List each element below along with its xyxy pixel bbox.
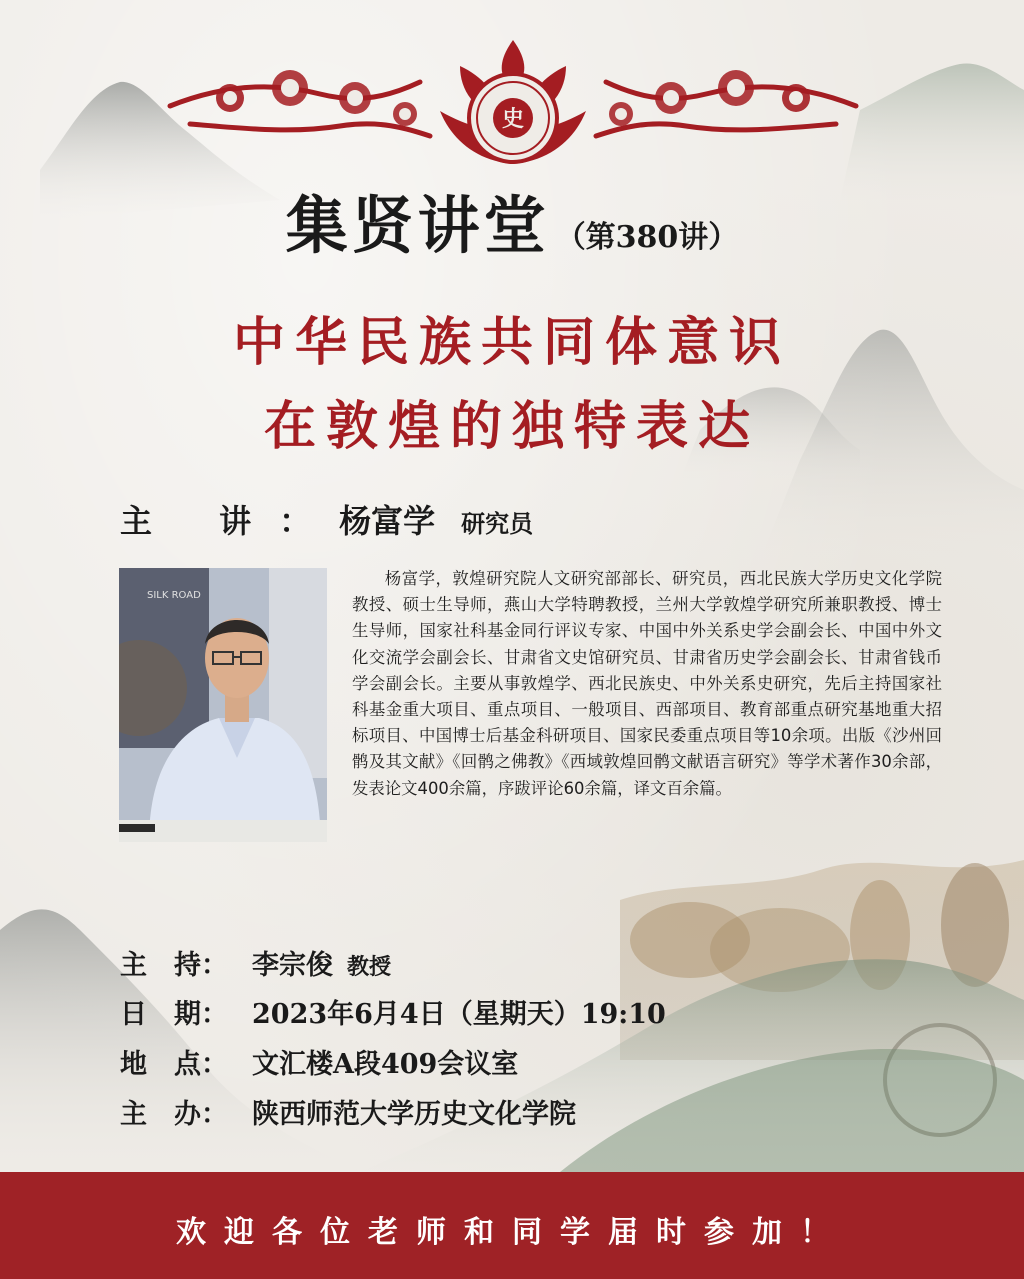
host-label: 主 持： bbox=[120, 950, 228, 981]
organizer-label: 主 办： bbox=[120, 1099, 228, 1130]
date-row bbox=[120, 992, 666, 1031]
speaker-name: 杨富学 bbox=[339, 502, 436, 540]
photo-banner-text: SILK ROAD bbox=[147, 590, 201, 601]
speaker-row bbox=[120, 496, 533, 542]
speaker-photo bbox=[119, 568, 327, 842]
host-name: 李宗俊 bbox=[252, 950, 333, 981]
organizer-row bbox=[120, 1092, 576, 1131]
organizer-value: 陕西师范大学历史文化学院 bbox=[252, 1099, 576, 1130]
lecture-number: （第380讲） bbox=[555, 220, 739, 255]
host-row bbox=[120, 943, 391, 982]
lecture-subject-line-2: 在敦煌的独特表达 bbox=[263, 396, 760, 457]
place-row bbox=[120, 1042, 518, 1081]
welcome-message: 欢迎各位老师和同学届时参加！ bbox=[176, 1215, 848, 1250]
lecture-subject-line-1: 中华民族共同体意识 bbox=[232, 312, 791, 373]
speaker-bio: 杨富学，敦煌研究院人文研究部部长、研究员，西北民族大学历史文化学院教授、硕士生导师，燕山大学特聘教授，兰州大学敦煌学研究所兼职教授、博士生导师，国家社科基金同行评议专家、中国中外关系史学会副会长、中国中外文化交流学会副会长、甘肃省文史馆研究员、甘肃省历史学会副会长、甘肃省钱币学会副会长。主要从事敦煌学、西北民族史、中外关系史研究，先后主持国家社科基金重大项目、重点项目、一般项目、西部项目、教育部重点研究基地重大招标项目、中国博士后基金科研项目、国家民委重点项目等10余项。出版《沙州回鹘及其文献》《回鹘之佛教》《西域敦煌回鹘文献语言研究》等学术著作30余部，发表论文400余篇，序跋评论60余篇，译文百余篇。 bbox=[352, 569, 942, 798]
date-value: 2023年6月4日（星期天）19:10 bbox=[252, 999, 666, 1030]
top-cloud-emblem bbox=[160, 36, 866, 186]
speaker-title: 研究员 bbox=[461, 509, 534, 538]
lecture-title-row bbox=[0, 176, 1024, 265]
svg-text:史: 史 bbox=[501, 106, 525, 132]
place-value: 文汇楼A段409会议室 bbox=[252, 1049, 519, 1080]
place-label: 地 点： bbox=[120, 1049, 228, 1080]
lecture-series-title: 集贤讲堂 bbox=[285, 189, 550, 262]
host-title: 教授 bbox=[347, 954, 392, 980]
speaker-label: 主 讲： bbox=[120, 502, 340, 540]
date-label: 日 期： bbox=[120, 999, 228, 1030]
